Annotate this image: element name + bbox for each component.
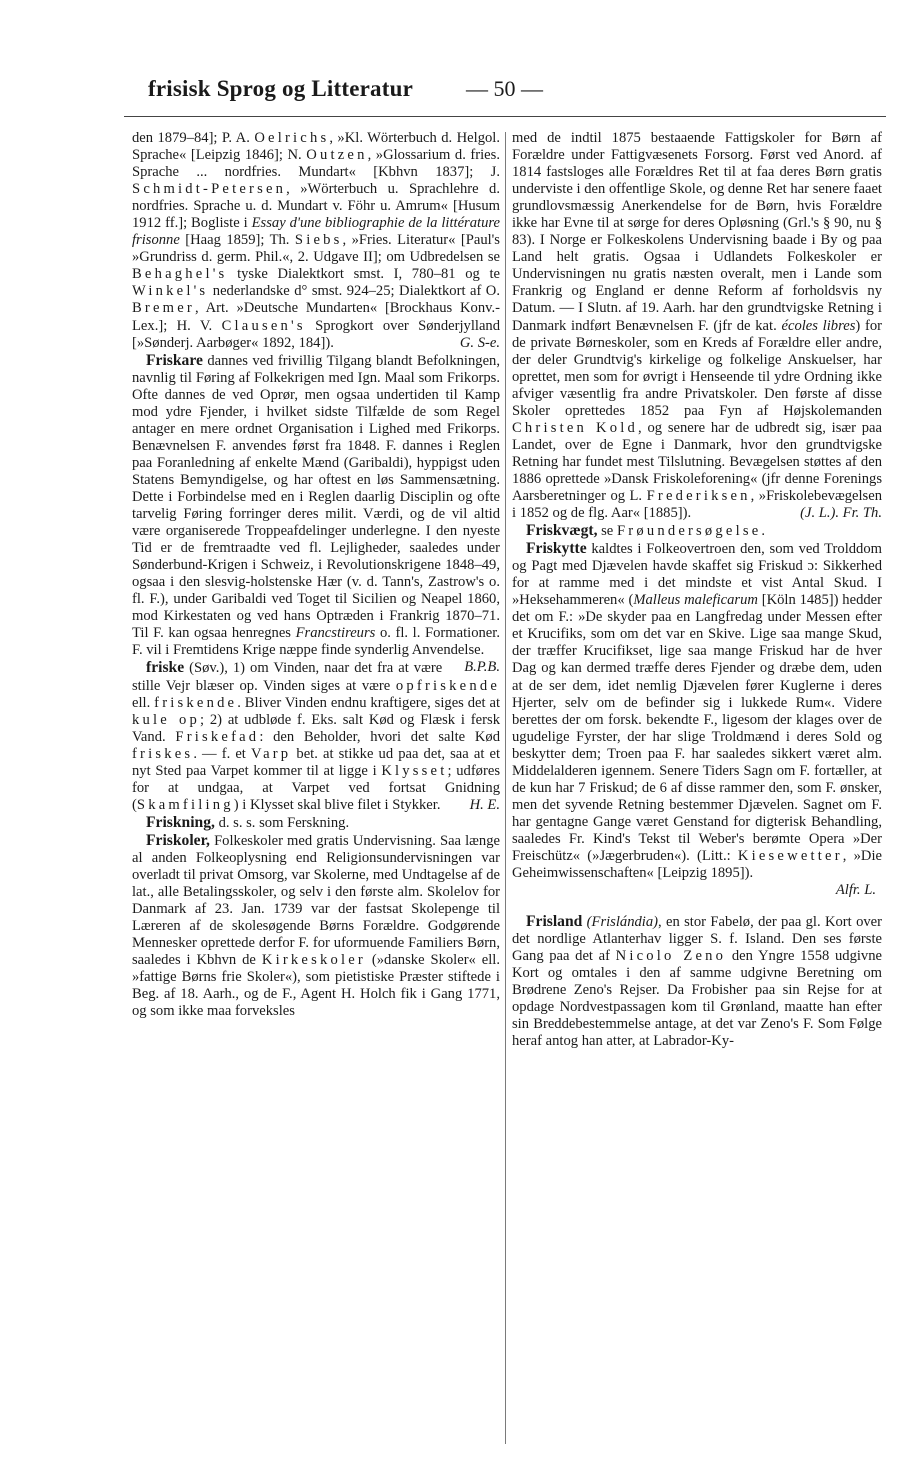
author-signature: (J. L.). Fr. Th. [800, 505, 882, 522]
entry-friske: friske (Søv.), 1) om Vinden, naar det fra at være stille Vejr blæser op. Vinden siges at være opfriskende ell. friskende. Bliver Vinden endnu kraftigere, siges det at kule op; 2) at udbløde f. Eks. salt Kød og Flæsk i fersk Vand. Friskefad: den Beholder, hvori det salte Kød friskes. — f. et Varp bet. at stikke ud paa det, saa at et nyt Sted paa Varpet kommer til at ligge i Klysset; udføres for at undgaa, at Varpet ved fortsat Gnidning (Skamfiling) i Klysset skal blive filet i Stykker. H. E. [132, 659, 500, 813]
entry-friskoler-continuation: med de indtil 1875 bestaaende Fattigskoler for Børn af Forældre under Fattigvæsenets Forsorg. Først ved Anord. af 1814 fastsloges alle Forældres Ret til at faa deres Børn gratis underviste i den offentlige Skole, og denne Ret har senere faaet grundlovsmæssig Anerkendelse for de Børn, hvis Forældre ikke har Evne til at sørge for deres Opløsning (Grl.'s § 90, nu § 83). I Norge er Folkeskolens Undervisning baade i By og paa Land helt gratis. Ogsaa i Udlandets Folkeskoler er Undervisningen nu gratis næsten overalt, men i Lande som Frankrig og England er denne Reform af forholdsvis ny Datum. — I Slutn. af 19. Aarh. har den grundtvigske Retning i Danmark indført Benævnelsen F. (jfr de kat. écoles libres) for de private Børneskoler, som en Kreds af Forældre eller andre, der deler Grundtvig's kirkelige og folkelige Anskuelser, har oprettet, men som for øvrigt i Henseende til ydre Ordning ikke afviger væsentlig fra andre Privatskoler. Den første af disse Skoler oprettedes 1852 paa Fyn af Højskolemanden Christen Kold, og senere har de udbredt sig, især paa Landet, over de Egne i Danmark, hvor den grundtvigske Retning har fundet mest Tilslutning. Bevægelsen støttes af den 1886 oprettede »Dansk Friskoleforening« (jfr denne Forenings Aarsberetninger og L. Frederiksen, »Friskolebevægelsen i 1852 og de flg. Aar« [1885]). (J. L.). Fr. Th. [512, 130, 883, 522]
headword: Friskytte [526, 540, 587, 558]
running-header [148, 74, 888, 114]
headword: Friskoler, [146, 831, 210, 849]
entry-friskvaegt: Friskvægt, se Frøundersøgelse. [526, 522, 766, 540]
running-title: frisisk Sprog og Litteratur [148, 76, 413, 101]
entry-friskare: Friskare dannes ved frivillig Tilgang blandt Befolkningen, navnlig til Føring af Folkekrigen med Ign. Maal som Frikorps. Ofte dannes de ved Oprør, men ogsaa undertiden til Kamp mod ydre Fjender, i hvilket sidste Tilfælde de som Regel antager en mere ordnet Organisation i Lighed med Frikorps. Benævnelsen F. anvendes først fra 1848. F. dannes i Reglen paa Foranledning af enkelte Mænd (Garibaldi), hyppigst uden Statens Bemyndigelse, og har oftest en løs Sammensætning. Dette i Forbindelse med en i Reglen daarlig Disciplin og ofte tarvelig Føring forringer deres milit. Værdi, og de vil altid være organiserede Troppeafdelinger underlegne. I den nyeste Tid er de fremtraadte ved fl. Lejligheder, saaledes under Sønderbund-Krigen i Schweiz, i Revolutionskrigene 1848–49, ogsaa i den slesvig-holstenske Hær (v. d. Tann's, Zastrow's o. fl. F.), under Garibaldi ved Toget til Sicilien og Neapel 1860, mod Kirkestaten og ved hans Optræden i Frankrig 1870–71. Til F. kan ogsaa henregnes Francstireurs o. fl. l. Formationer. F. vil i Fremtidens Krige næppe finde synderlig Anvendelse. B.P.B. [132, 351, 500, 676]
column-divider [505, 132, 506, 1444]
headword: Frisland [526, 913, 583, 931]
author-signature: B.P.B. [464, 659, 500, 676]
headword: Friskvægt, [526, 522, 598, 540]
bibliography-continuation: den 1879–84]; P. A. Oelrichs, »Kl. Wörterbuch d. Helgol. Sprache« [Leipzig 1846]; N. Outzen, »Glossarium d. fries. Sprache ... nordfries. Mundart« [Kbhvn 1837]; J. Schmidt-Petersen, »Wörterbuch u. Sprachlehre d. nordfries. Sprache u. d. Mundart v. Föhr u. Amrum« [Husum 1912 ff.]; Bogliste i Essay d'une bibliographie de la littérature frisonne [Haag 1859]; Th. Siebs, »Fries. Literatur« [Paul's »Grundriss d. germ. Phil.«, 2. Udgave II]; om Udbredelsen se Behaghel's tyske Dialektkort smst. I, 780–81 og te Winkel's nederlandske d° smst. 924–25; Dialektkort af O. Bremer, Art. »Deutsche Mundarten« [Brockhaus Konv.-Lex.]; H. V. Clausen's Sprogkort over Sønderjylland [»Sønderj. Aarbøger« 1892, 184]). G. S-e. [132, 130, 501, 351]
entry-frisland: Frisland (Frislándia), en stor Fabelø, der paa gl. Kort over det nordlige Atlanterhav ligger S. f. Island. Den ses første Gang paa det af Nicolo Zeno den Yngre 1558 udgivne Kort og omtales i den af samme udgivne Beretning om Brødrene Zeno's Rejser. Da Frobisher paa sin Rejse for at opdage Nordvestpassagen kom til Grønland, maatte han efter sin Breddebestemmelse antage, at det var Zeno's F. Som Følge heraf antog han atter, at Labrador-Ky- [512, 913, 882, 1050]
header-rule [124, 116, 886, 117]
page-number: — 50 — [466, 76, 543, 101]
author-signature: Alfr. L. [835, 882, 876, 899]
entry-friskoler: Friskoler, Folkeskoler med gratis Undervisning. Saa længe al anden Folkeoplysning end Religionsundervisningen var overladt til privat Omsorg, var Skolerne, med Undtagelse af de lat., alle Betalingsskoler, og selv i den første alm. Skolelov for Danmark af 23. Jan. 1739 var der fastsat Skolepenge til Læreren af de skolesøgende Børns Forældre. Godgørende Mennesker oprettede derfor F. for uformuende Familiers Børn, saaledes i Kbhvn de Kirkeskoler (»danske Skoler« ell. »fattige Børns frie Skoler«), som pietistiske Præster stiftede i Beg. af 18. Aarh., og de F., Agent H. Holch fik i Gang 1771, og som ikke maa forveksles [132, 831, 500, 1020]
headword: Friskning, [146, 813, 215, 831]
author-signature: G. S-e. [459, 334, 500, 351]
right-column [512, 130, 882, 1050]
headword: friske [146, 659, 185, 677]
left-column [132, 130, 500, 1020]
author-signature: H. E. [469, 796, 500, 813]
entry-friskning: Friskning, d. s. s. som Ferskning. [146, 813, 350, 831]
entry-friskytte: Friskytte kaldtes i Folkeovertroen den, som ved Trolddom og Pagt med Djævelen havde skaffet sig Friskud ɔ: Sikkerhed for at ramme med i det mindste et vist Antal Skud. I »Heksehammeren« (Malleus maleficarum [Köln 1485]) hedder det om F.: »De skyder paa en Langfredag under Messen efter et Krucifiks, som om det var en Skive. Lige saa mange Skud, der træffer Krucifikset, lige saa mange Friskud har de hver Dag og kan dermed træffe deres Fjender og dræbe dem, uden at de ser dem, idet nemlig Djævelen fører Kuglerne i deres Hjerter, selv om de befinder sig i lukkede Rum«. Videre berettes der om forsk. bekendte F., ligesom der klages over de ugudelige Fyrster, der har slige Troldmænd i deres Sold og beskytter dem; Troen paa F. har saaledes sikkert været alm. Middelalderen igennem. Senere Tiders Sagn om F. fortæller, at de kun har 7 Friskud; de 6 af disse rammer den, som F. ønsker, men det syvende Retning bestemmer Djævelen. Sagnet om F. har gentagne Gange været Genstand for digterisk Behandling, saaledes Fr. Kind's Tekst til Weber's berømte Opera »Der Freischütz« (»Jægerbruden«). (Litt.: Kiesewetter, »Die Geheimwissenschaften« [Leipzig 1895]). [512, 540, 882, 882]
headword: Friskare [146, 351, 203, 369]
